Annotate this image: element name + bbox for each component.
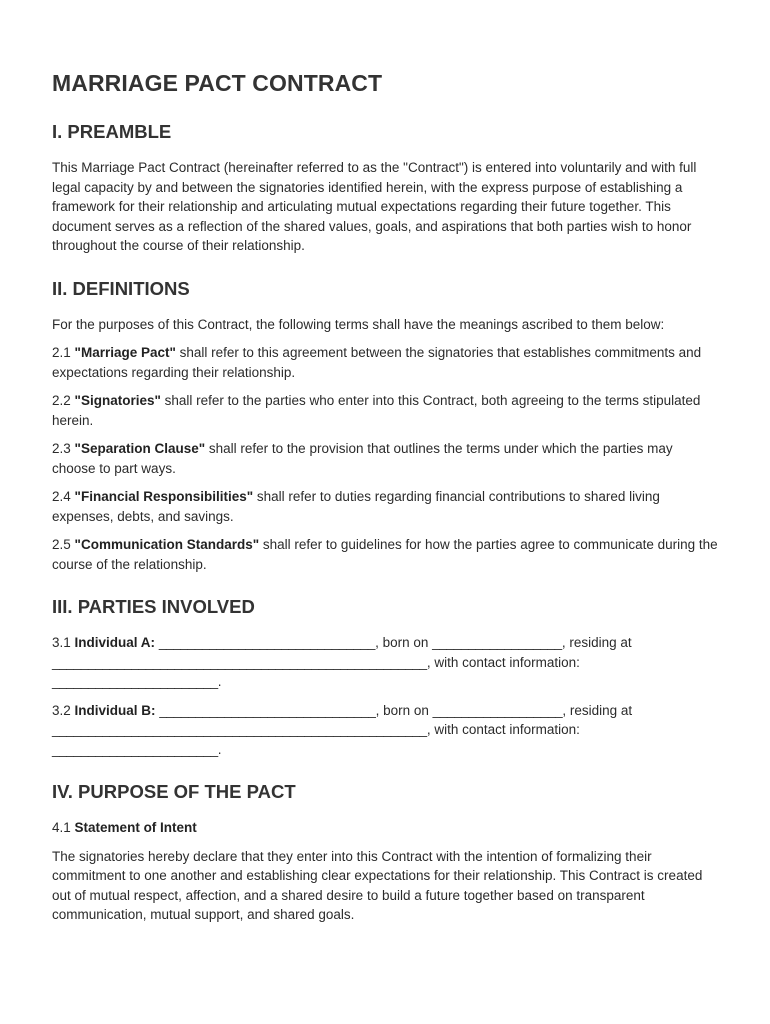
born-on-text: , born on (375, 635, 429, 650)
definition-item (52, 535, 718, 574)
definition-number: 2.2 (52, 393, 71, 408)
residing-text: , residing at (561, 635, 632, 650)
document-title: MARRIAGE PACT CONTRACT (52, 70, 383, 96)
party-number: 3.2 (52, 702, 71, 718)
name-blank: ______________________________ (158, 635, 376, 650)
definition-text: shall refer to the provision that outlines the terms under which the parties may choose to part ways. (52, 441, 673, 476)
section-heading-preamble: I. PREAMBLE (52, 121, 172, 142)
definition-text: shall refer to this agreement between the signatories that establishes commitments and expectations regarding their relationship. (52, 345, 702, 380)
definition-term: "Financial Responsibilities" (74, 489, 254, 504)
contact-text: , with contact information: (426, 654, 580, 670)
definition-number: 2.1 (52, 345, 71, 360)
purpose-subheading (52, 818, 718, 838)
party-item (52, 633, 718, 692)
subheading-title: Statement of Intent (74, 820, 197, 835)
definition-number: 2.3 (52, 441, 71, 456)
definition-item (52, 391, 718, 430)
definition-term: "Signatories" (74, 393, 161, 408)
definition-term: "Separation Clause" (74, 441, 206, 456)
definition-item (52, 439, 718, 478)
party-number: 3.1 (52, 635, 71, 650)
party-label: Individual A: (74, 635, 156, 650)
definition-text: shall refer to duties regarding financial contributions to shared living expenses, debts, and savings. (52, 489, 660, 524)
residing-text: , residing at (562, 702, 633, 718)
period: . (217, 674, 222, 689)
party-label: Individual B: (74, 702, 156, 718)
contact-blank: _______________________ (52, 674, 218, 689)
period: . (217, 741, 222, 757)
definition-item (52, 343, 718, 382)
section-heading-parties: III. PARTIES INVOLVED (52, 596, 255, 617)
born-on-text: , born on (375, 702, 429, 718)
purpose-text: The signatories hereby declare that they enter into this Contract with the intention of formalizing their commitment to one another and establishing clear expectations for their relationship. This Contract is created out of mutual respect, affection, and a shared desire to build a future together based on transparent communication, mutual support, and shared goals. (52, 848, 703, 922)
birthdate-blank: __________________ (432, 702, 563, 718)
definition-text: shall refer to guidelines for how the parties agree to communicate during the course of the relationship. (52, 537, 718, 572)
subheading-number: 4.1 (52, 820, 71, 835)
address-blank: ____________________________________________________ (52, 654, 427, 670)
name-blank: ______________________________ (159, 702, 376, 718)
definition-item (52, 487, 718, 526)
birthdate-blank: __________________ (432, 635, 562, 650)
definitions-intro: For the purposes of this Contract, the following terms shall have the meanings ascribed to them below: (52, 316, 665, 332)
definition-term: "Communication Standards" (74, 537, 260, 552)
definition-number: 2.4 (52, 489, 71, 504)
address-blank: ____________________________________________________ (52, 722, 427, 737)
preamble-text: This Marriage Pact Contract (hereinafter referred to as the "Contract") is entered into voluntarily and with full legal capacity by and between the signatories identified herein, with the express purpose of establishing a framework for their relationship and articulating mutual expectations regarding their future together. This document serves as a reflection of the shared values, goals, and aspirations that both parties wish to honor throughout the course of their relationship. (52, 160, 697, 253)
section-heading-definitions: II. DEFINITIONS (52, 277, 190, 299)
definition-text: shall refer to the parties who enter into this Contract, both agreeing to the terms stipulated herein. (52, 393, 701, 428)
contact-blank: _______________________ (52, 741, 218, 757)
definition-term: "Marriage Pact" (74, 345, 176, 360)
party-item (52, 701, 718, 760)
section-heading-purpose: IV. PURPOSE OF THE PACT (52, 781, 296, 802)
contact-text: , with contact information: (426, 722, 580, 737)
definition-number: 2.5 (52, 537, 71, 552)
